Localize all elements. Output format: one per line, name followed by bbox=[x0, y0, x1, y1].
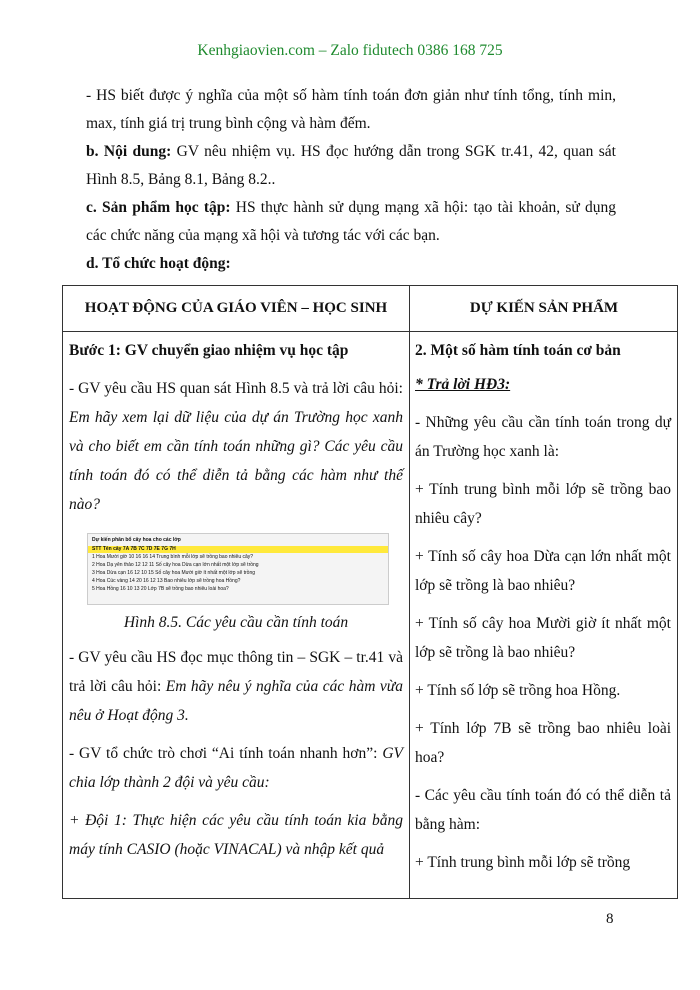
figure-caption: Hình 8.5. Các yêu cầu cần tính toán bbox=[123, 614, 349, 631]
label-b: b. Nội dung: bbox=[86, 143, 172, 160]
thumb-row: 3 Hoa Dừa cạn 16 12 10 15 Số cây hoa Mười giờ ít nhất một lớp sẽ trồng bbox=[92, 570, 256, 576]
task-question bbox=[69, 374, 403, 519]
answer-line: + Tính trung bình mỗi lớp sẽ trồng bao nhiêu cây? bbox=[415, 481, 671, 527]
team1-task: + Đội 1: Thực hiện các yêu cầu tính toán kia bằng máy tính CASIO (hoặc VINACAL) và nhập kết quả bbox=[69, 812, 403, 858]
answer-line: + Tính trung bình mỗi lớp sẽ trồng bbox=[415, 854, 631, 871]
thumb-row: 1 Hoa Mười giờ 10 16 16 14 Trung bình mỗi lớp sẽ trồng bao nhiêu cây? bbox=[92, 554, 254, 560]
answer-label bbox=[415, 370, 671, 399]
reading-task-italic: Em hãy nêu ý nghĩa của các hàm vừa nêu ở Hoạt động 3. bbox=[69, 678, 403, 724]
game-task-italic: GV chia lớp thành 2 đội và yêu cầu: bbox=[69, 745, 403, 791]
answer-line: + Tính số lớp sẽ trồng hoa Hồng. bbox=[415, 682, 621, 699]
intro-d bbox=[86, 250, 616, 278]
page-number: 8 bbox=[606, 911, 614, 927]
table-divider-vertical bbox=[409, 286, 410, 898]
text-b: GV nêu nhiệm vụ. HS đọc hướng dẫn trong SGK tr.41, 42, quan sát Hình 8.5, Bảng 8.1, Bảng 8.2.. bbox=[86, 143, 616, 188]
section-title: 2. Một số hàm tính toán cơ bản bbox=[415, 342, 621, 359]
reading-task bbox=[69, 643, 403, 730]
expected-product-column bbox=[415, 332, 671, 886]
reading-task-lead: - GV yêu cầu HS đọc mục thông tin – SGK – tr.41 và trả lời câu hỏi: bbox=[69, 649, 403, 695]
thumb-row: 2 Hoa Dạ yên thảo 12 12 11 Số cây hoa Dừa cạn lớn nhất một lớp sẽ trồng bbox=[92, 562, 259, 568]
step1-title: Bước 1: GV chuyển giao nhiệm vụ học tập bbox=[69, 342, 349, 359]
intro-b bbox=[86, 138, 616, 194]
game-task bbox=[69, 739, 403, 797]
col1-header: HOẠT ĐỘNG CỦA GIÁO VIÊN – HỌC SINH bbox=[84, 300, 388, 316]
thumb-header-row: STT Tên cây 7A 7B 7C 7D 7E 7G 7H bbox=[88, 546, 388, 553]
intro-line1: - HS biết được ý nghĩa của một số hàm tính toán đơn giản như tính tổng, tính min, max, tính giá trị trung bình cộng và hàm đếm. bbox=[86, 87, 616, 132]
thumb-row: 5 Hoa Hồng 16 10 13 20 Lớp 7B sẽ trồng bao nhiêu loài hoa? bbox=[92, 586, 229, 592]
label-d: d. Tổ chức hoạt động: bbox=[86, 255, 231, 272]
thumb-row: 4 Hoa Cúc vàng 14 20 16 12 13 Bao nhiêu lớp sẽ trồng hoa Hồng? bbox=[92, 578, 241, 584]
answer-line: + Tính lớp 7B sẽ trồng bao nhiêu loài hoa? bbox=[415, 720, 671, 766]
label-c: c. Sản phẩm học tập: bbox=[86, 199, 231, 216]
task-question-lead: - GV yêu cầu HS quan sát Hình 8.5 và trả lời câu hỏi: bbox=[69, 380, 403, 397]
thumb-title: Dự kiến phân bổ cây hoa cho các lớp bbox=[92, 537, 181, 543]
game-task-lead: - GV tổ chức trò chơi “Ai tính toán nhanh hơn”: bbox=[69, 745, 383, 762]
answer-line: - Những yêu cầu cần tính toán trong dự án Trường học xanh là: bbox=[415, 414, 671, 460]
page-header-watermark: Kenhgiaovien.com – Zalo fidutech 0386 168 725 bbox=[197, 42, 503, 59]
answer-line: + Tính số cây hoa Dừa cạn lớn nhất một lớp sẽ trồng là bao nhiêu? bbox=[415, 548, 671, 594]
task-question-italic: Em hãy xem lại dữ liệu của dự án Trường học xanh và cho biết em cần tính toán những gì? Các yêu cầu tính toán đó có thể diễn tả bằng các hàm như thế nào? bbox=[69, 409, 403, 513]
activity-table bbox=[62, 285, 678, 899]
teacher-student-column bbox=[69, 332, 403, 873]
text-c: HS thực hành sử dụng mạng xã hội: tạo tài khoản, sử dụng các chức năng của mạng xã hội và tương tác với các bạn. bbox=[86, 199, 616, 244]
intro-c bbox=[86, 194, 616, 250]
answer-line: + Tính số cây hoa Mười giờ ít nhất một lớp sẽ trồng là bao nhiêu? bbox=[415, 615, 671, 661]
figure-8-5-spreadsheet bbox=[87, 533, 389, 605]
answer-label-text: * Trả lời HĐ3: bbox=[415, 376, 511, 393]
col2-header: DỰ KIẾN SẢN PHẨM bbox=[469, 300, 619, 316]
answer-line: - Các yêu cầu tính toán đó có thể diễn tả bằng hàm: bbox=[415, 787, 671, 833]
